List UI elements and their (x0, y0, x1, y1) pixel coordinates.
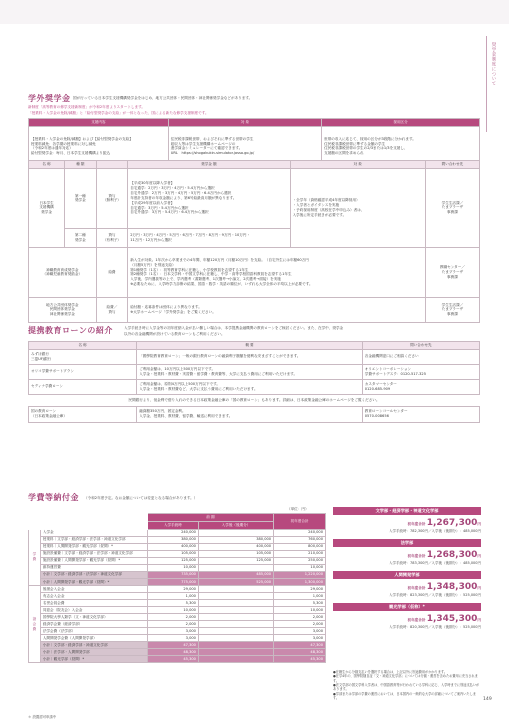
loans-lead: 以外の各金融機関が設けている教育ローンもご利用ください。 (124, 332, 225, 336)
fee-value (198, 607, 273, 614)
fee-subtotal-value: 45,300 (274, 656, 326, 663)
summary-title: 人間開発学部 (333, 571, 481, 579)
summary-amount-line (333, 581, 481, 593)
summary-label: 初年度合計 (407, 617, 426, 622)
fee-label: 入学金 (40, 529, 147, 536)
fee-row (29, 635, 326, 642)
loan-name: オリコ学費サポートプラン (29, 364, 137, 379)
fee-label: 同窓会（院友会）入会金 (40, 607, 147, 614)
top-band (0, 0, 509, 24)
fee-label: 経済学会費（経済学部） (40, 621, 147, 628)
fee-value (198, 564, 273, 571)
fee-subtotal-value (198, 642, 273, 649)
fee-label: 名誉会員会費 (40, 600, 147, 607)
row-amount: 2万円・3万円・4万円・5万円・6万円・7万円・8万円・9万円・10万円・ 11万円・12万円から選択 (128, 228, 290, 247)
fee-subtotal-value (198, 649, 273, 656)
fee-value: 29,000 (147, 585, 198, 592)
fee-value (198, 614, 273, 621)
yen-unit: 円 (477, 522, 481, 526)
summary-detail: 入学手続時：783,300円／入学後（後期分）：485,000円 (389, 561, 481, 565)
summary-box (333, 507, 481, 534)
yen-unit: 円 (477, 585, 481, 590)
row-contact: 学生生活課／ たまプラーザ 事務課 (425, 168, 479, 247)
col-contact: 問い合わせ先 (425, 161, 479, 169)
fee-value: 3,000 (274, 628, 326, 635)
fees-col: 入学手続時 (147, 521, 198, 529)
scholarship-heading: 学外奨学金 (28, 94, 71, 103)
fee-value: 5,300 (274, 600, 326, 607)
summary-title: 文学部・経済学部・神道文化学部 (333, 507, 481, 515)
loan-col: 名 称 (29, 342, 137, 350)
fee-value: 10,000 (147, 607, 198, 614)
fee-label: 施設設備費｜文学部・経済学部・法学部・神道文化学部 (40, 550, 147, 557)
loans-lead: 入学手続き時に入学金等の初年度納入金が払い難しい場合は、本学提携金融機関の教育ローンをご検討ください。また、在学中、奨学金 (124, 326, 344, 330)
fees-heading: 学費等納付金 (28, 493, 79, 502)
shinto-amount: 新入生が対象。1年次から卒業までの4年間、年額120万円（月額10万円）を支給。（自宅外生には年額60万円 （月額5万円）を別途支給） 第1種奨学（1名）：初等教育学科に在籍し、小学校教員を志望する1年生 第2種奨学（1名）：日本文学科・中国文学科に在籍し、中学・高等学校国語科教員を志望する1年生 入学後、学内選抜等の上で、学内選考（書類選考、1次選考→小論文、2次選考→面接）を実施 ※必要なために、入学時学力診断の結果、国語・数学・英語の順位が、いずれも大学全体の平均以上が必要です。 (128, 247, 426, 297)
summary-amount: 1,268,300 (426, 549, 478, 560)
summary-panel (333, 507, 481, 634)
row-type: 第一種 奨学金 (65, 168, 97, 228)
summary-label: 初年度合計 (407, 522, 426, 526)
fee-value (198, 628, 273, 635)
fee-subtotal-value: 525,000 (198, 578, 273, 585)
loan-contact: オリエントコーポレーション 学費サポートデスク：0120-517-325 (362, 364, 479, 379)
fee-subtotal-value (198, 656, 273, 663)
row-kind: 貸与 （有利子） (96, 228, 128, 247)
fee-value (198, 600, 273, 607)
fee-value: 1,000 (147, 592, 198, 599)
fee-subtotal-value: 48,300 (147, 649, 198, 656)
fee-value: 2,000 (147, 614, 198, 621)
summary-amount-line (333, 517, 481, 529)
fee-value (198, 635, 273, 642)
support-header: 採用区分 (322, 119, 480, 127)
fee-value: 10,000 (147, 564, 198, 571)
fee-value: 240,000 (147, 529, 198, 536)
fee-value: 29,000 (274, 585, 326, 592)
scholarship-note2: 「授業料・入学金の免除/減額」と「給付型奨学金の支給」が一体となった、国による新たな修学支援制度です。 (28, 111, 209, 115)
fees-note: （令和2年度予定。なお金額については変更となる場合があります。） (84, 496, 198, 500)
support-header: 支援内容 (29, 119, 169, 127)
summary-label: 初年度合計 (407, 553, 426, 558)
loan-desc: 「國學院教育教育ローン」一般の銀行教育ローンの融資利子額額を便利な安まざすことができます。 (137, 349, 363, 364)
fee-value: 10,000 (274, 607, 326, 614)
fee-row (29, 607, 326, 614)
fee-label: 人間開発学会費（人間開発学部） (40, 635, 147, 642)
gov-contact: 教育ローンコールセンター 0570-008656 (362, 406, 479, 422)
local-name: 地方公共団体奨学金 民間団体奨学金 神社関係奨学金 (29, 297, 97, 322)
fee-value: 760,000 (274, 536, 326, 543)
fees-unit: （単位：円） (287, 507, 309, 511)
fee-label: 後援会入会金 (40, 585, 147, 592)
summary-detail: 入学手続時：782,300円／入学後（後期分）：485,000円 (389, 529, 481, 534)
local-contact: 学生生活課／ たまプラーザ 事務課 (425, 297, 479, 322)
col-amount: 奨学金 額 (128, 161, 290, 169)
fee-row (29, 536, 326, 543)
summary-title: 法学部 (333, 539, 481, 547)
fee-row (29, 592, 326, 599)
summary-title: 観光学部（仮称）* (333, 603, 481, 611)
gov-name: 国の教育ローン （日本政策金融公庫） (29, 406, 137, 422)
fee-row (29, 529, 326, 536)
summary-detail: 入学手続時：823,300円／入学後（後期分）：525,000円 (389, 592, 481, 597)
fees-table (28, 513, 326, 663)
loans-heading: 提携教育ローンの紹介 (28, 326, 113, 335)
row-amount: 【平成30年度以降入学者】 自宅通学：2万円・3万円・4万円・5.4万円から選択 自宅外通学：2万円・3万円・4万円・5万円・6.4万円から選択 年度計支持者の年収金額により、第6号給最高月額が異なります。 【平成29年度以前入学者】 自宅通学：3万円・5.4万円から選択 自宅外通学：3万円・5.4万円・6.4万円から選択 (128, 168, 290, 228)
scholarship-table (28, 160, 480, 323)
summary-notes: ●在籍生から分割支払いを選択する場合は、上記以外に別途費用がかかります。 ●在学4年の、国學院随自証「文・神道文化学部」については分割・運営を含めたお費用に充当されます。 ●法文学部の国文学科入学者は、中国語教育等が行われている学科に応じ、入学時までに別途支払いがあります。 ●学部または学部の学費の運営においては、日本国内の一般的な大学の詳細についてご案内いたします。 (333, 670, 480, 700)
fee-value: 105,000 (147, 550, 198, 557)
fee-subtotal-value: 775,000 (147, 578, 198, 585)
fee-label: 法学会費（法学部） (40, 628, 147, 635)
fee-value: 800,000 (274, 543, 326, 550)
gov-note: 民間銀行より、低金利で借り入れのできる日本政策金融公庫の「国の教育ローン」もあります。詳細は、日本政策金融公庫のホームページをご覧ください。 (128, 397, 380, 402)
fee-row (29, 600, 326, 607)
local-kind: 給費／ 貸与 (96, 297, 128, 322)
fee-subtotal-value: 47,300 (147, 642, 198, 649)
fee-subtotal-label: 小計｜観光学部（昼間）* (40, 656, 147, 663)
fee-group-label: 諸 会 費 (29, 585, 41, 662)
fees-group-header: 前 期 (147, 514, 273, 522)
fee-value: 105,000 (198, 550, 273, 557)
support-cell: 【授業料・入学金の免除/減額】および【給付型奨学金の支給】 授業料減免：各学期の授業料に対し減免 （令和2年度は通年対応） 給付型奨学金：毎月、日本学生支援機構より振込 (29, 126, 169, 166)
fee-value: 3,000 (147, 635, 198, 642)
fee-row (29, 564, 326, 571)
col-target: 対 象 (290, 161, 425, 169)
row-kind: 貸与 （無利子） (96, 168, 128, 228)
side-tab: 奨学金制度について (486, 36, 500, 132)
shinto-kind: 給費 (96, 247, 128, 297)
fee-group-label: 学 費 (29, 529, 41, 585)
fee-value (198, 585, 273, 592)
summary-box (333, 571, 481, 598)
shinto-name: 神職教育育成奨学金 （神職児童教育奨励金） (29, 247, 97, 297)
fee-row (29, 543, 326, 550)
fee-value: 400,000 (147, 543, 198, 550)
fee-value: 250,000 (274, 557, 326, 564)
summary-amount: 1,267,300 (426, 518, 478, 528)
summary-amount-line (333, 549, 481, 561)
loan-contact: カスタマーセンター 0120-685-909 (362, 379, 479, 394)
fee-subtotal-value: 47,300 (274, 642, 326, 649)
fee-subtotal-value: 735,000 (147, 571, 198, 578)
fee-row (29, 557, 326, 564)
loan-desc: ご利用金額は、10万円以上500万円以下です。 入学金・授業料・教材費・実習費・留学費・教育費等、大学に支払う費用にご利用いただけます。 (137, 364, 363, 379)
fee-value: 3,000 (147, 628, 198, 635)
fees-col: 初年度合計 (274, 514, 326, 530)
fee-subtotal-row (29, 649, 326, 656)
loan-contact: 各金融機関窓口にご相談ください (362, 349, 479, 364)
fee-subtotal-value: 1,220,000 (274, 571, 326, 578)
summary-amount-line (333, 613, 481, 625)
page-number: 149 (483, 697, 492, 702)
summary-amount: 1,345,300 (426, 613, 478, 624)
fee-value: 380,000 (147, 536, 198, 543)
fee-row (29, 614, 326, 621)
fee-row (29, 585, 326, 592)
row-type: 第二種 奨学金 (65, 228, 97, 247)
fee-label: 施設設備費｜人間開発学部・観光学部（昼間）* (40, 557, 147, 564)
fee-value: 10,000 (274, 564, 326, 571)
fee-value: 2,000 (274, 621, 326, 628)
fee-value: 125,000 (147, 557, 198, 564)
summary-detail: 入学手続時：820,300円／入学後（後期分）：525,000円 (389, 624, 481, 629)
fee-value (198, 529, 273, 536)
jasso-name: 日本学生 支援機構 奨学金 (29, 168, 65, 247)
summary-amount: 1,348,300 (426, 581, 478, 592)
fee-subtotal-value: 485,000 (198, 571, 273, 578)
support-cell: 世帯の収入に応じて、採用の区分が3段階に分かれます。 住民税非課税世帯に準ずる金額の学生 住民税非課税世帯の学生の2/3または1/3を支援し、 支援額の区間を求められ (322, 126, 480, 166)
fee-subtotal-value: 48,300 (274, 649, 326, 656)
fee-value (198, 592, 273, 599)
fee-value: 210,000 (274, 550, 326, 557)
yen-unit: 円 (477, 553, 481, 558)
fee-value: 2,000 (147, 621, 198, 628)
fee-value: 240,000 (274, 529, 326, 536)
row-target: ・全学年（資格確認平成4年度以降採用） ・入学者とガイダンスを実施 ・予約採用制度（高校在学中申込み）者は、 入学後に所定手続きが必要です。 (290, 168, 425, 247)
fee-subtotal-label: 小計｜法学部・人間開発学部 (40, 649, 147, 656)
fees-corner (29, 514, 148, 530)
fee-row (29, 550, 326, 557)
fee-row (29, 621, 326, 628)
fee-subtotal-value: 45,300 (147, 656, 198, 663)
summary-box (333, 539, 481, 566)
fee-label: 国學院大學人類学（文・神道文化学部） (40, 614, 147, 621)
gov-desc: 融資額350万円、固定金利。 入学金、授業料、教材費、留学費、輸送に利用できます。 (137, 406, 363, 422)
fee-value: 3,000 (274, 635, 326, 642)
fee-value: 2,000 (274, 614, 326, 621)
yen-unit: 円 (477, 617, 481, 622)
fee-value (198, 621, 273, 628)
fee-subtotal-row (29, 578, 326, 585)
loan-col: 概 要 (137, 342, 363, 350)
fee-subtotal-row (29, 642, 326, 649)
fees-col: 入学後（後期分） (198, 521, 273, 529)
fee-label: 有志会入会金 (40, 592, 147, 599)
local-amount: 給付額・応募条件は団体により異なります。 ※大学ホームページ「学外奨学金」をご覧ください。 (128, 297, 426, 322)
fee-label: 授業料｜人間開発学部・観光学部（昼間）* (40, 543, 147, 550)
fee-subtotal-label: 小計｜文学部・経済学部・法学部・神道文化学部 (40, 571, 147, 578)
loan-name: セディナ学費ローン (29, 379, 137, 394)
loan-col: 問い合わせ先 (362, 342, 479, 350)
fees-footnote: ＊ 設置認可申請中 (28, 715, 57, 719)
fee-subtotal-label: 小計｜文学部・経済学部・神道文化学部 (40, 642, 147, 649)
fee-subtotal-label: 小計｜人間開発学部・観光学部（昼間）* (40, 578, 147, 585)
fee-subtotal-row (29, 571, 326, 578)
fee-subtotal-row (29, 656, 326, 663)
scholarship-lead: 国が行っている日本学生支援機構奨学金をはじめ、地方公共団体・民間団体・神社関係奨学金などがあります。 (73, 96, 253, 100)
support-header: 対 象 (168, 119, 321, 127)
col-kind (96, 161, 128, 169)
fee-value: 400,000 (198, 543, 273, 550)
fee-value: 125,000 (198, 557, 273, 564)
fee-value: 380,000 (198, 536, 273, 543)
loans-table (28, 341, 480, 423)
summary-label: 初年度合計 (407, 585, 426, 590)
fee-label: 維持運営費 (40, 564, 147, 571)
col-type: 種 類 (65, 161, 97, 169)
fee-value: 1,000 (274, 592, 326, 599)
loan-desc: ご利用金額は、原則4万円以上500万円以下です。 入学金・授業料・教材費など、大学に支払う費用にご利用いただけます。 (137, 379, 363, 394)
fee-row (29, 628, 326, 635)
loan-name: みずほ銀行 三菱UFJ銀行 (29, 349, 137, 364)
fee-label: 授業料｜文学部・経済学部・法学部・神道文化学部 (40, 536, 147, 543)
scholarship-note1: 新制度「高等教育の修学支援新制度」が令和2年度よりスタートします。 (28, 105, 145, 109)
fee-value: 5,300 (147, 600, 198, 607)
support-cell: 住民税非課税世帯、およびそれに準ずる世帯の学生 総収入等は学生支援機構ホームページの 進学資金シミュレーターにて確認できます。 URL https://shogakukin-simulator.jasso.go.jp/ (168, 126, 321, 166)
summary-box (333, 603, 481, 630)
shinto-contact: 教職センター／ たまプラーザ 事務課 (425, 247, 479, 297)
fee-subtotal-value: 1,300,000 (274, 578, 326, 585)
col-name: 名 称 (29, 161, 65, 169)
